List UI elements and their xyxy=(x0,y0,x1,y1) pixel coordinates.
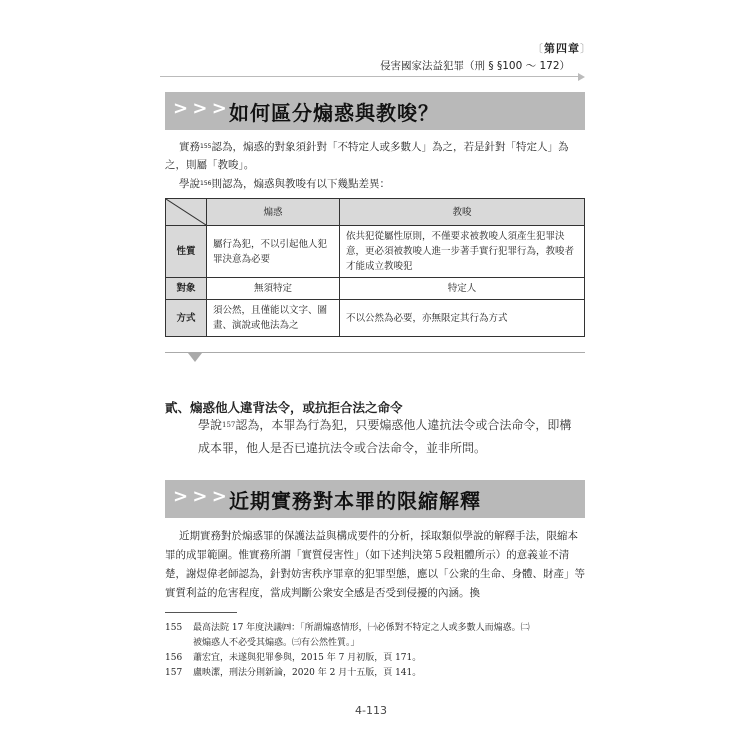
table-cell: 須公然，且僅能以文字、圖畫、演說或他法為之 xyxy=(207,300,340,337)
row-header: 對象 xyxy=(166,278,207,300)
table-row xyxy=(166,226,585,278)
diagonal-corner-cell xyxy=(166,199,207,226)
footnote-ref: 157 xyxy=(222,421,236,429)
footnote-number: 157 xyxy=(165,668,183,678)
subsection-heading: 貳、煽惑他人違背法令，或抗拒合法之命令 xyxy=(165,400,403,415)
row-header: 性質 xyxy=(166,226,207,278)
paragraph-practice: 實務$^{155}$認為，煽惑的對象須針對「不特定人或多數人」為之，若是針對「特定人」為之，則屬「教唆」。 xyxy=(165,141,569,171)
triple-arrow-icon: > > > xyxy=(173,98,226,119)
page-number: 4-113 xyxy=(355,704,387,717)
header-triangle-icon xyxy=(578,73,585,81)
table-cell: 屬行為犯，不以引起他人犯罪決意為必要 xyxy=(207,226,340,278)
footnote-156: 156 蕭宏宜，未遂與犯罪參與，2015 年 7 月初版，頁 171。 xyxy=(165,651,595,666)
section-title: 如何區分煽惑與教唆？ xyxy=(229,101,439,125)
section-divider xyxy=(165,352,585,353)
table-cell: 無須特定 xyxy=(207,278,340,300)
paragraph-theory: 學說$^{156}$則認為，煽惑與教唆有以下幾點差異： xyxy=(179,178,390,190)
header-rule xyxy=(160,76,580,77)
paragraph-recent-practice: 近期實務對於煽惑罪的保護法益與構成要件的分析，採取類似學說的解釋手法，限縮本罪的成罪範圍。惟實務所謂「實質侵害性」（如下述判決第５段粗體所示）的意義並不清楚，謝煜偉老師認為，針對妨害秩序罪章的犯罪型態，應以「公衆的生命、身體、財產」等實質利益的危害程度，當成判斷公衆安全感是否受到侵擾的內涵。換 xyxy=(165,530,585,599)
footnote-number: 156 xyxy=(165,653,183,663)
table-cell: 特定人 xyxy=(340,278,585,300)
footnote-155: 155 最高法院 17 年度決議㈣：「所謂煽惑情形，㈠必係對不特定之人或多數人而煽惑。㈡ 被煽惑人不必受其煽惑。㈢有公然性質。」 xyxy=(165,623,530,648)
section-banner-2 xyxy=(165,480,585,518)
footnote-number: 155 xyxy=(165,623,183,633)
table-cell: 不以公然為必要，亦無限定其行為方式 xyxy=(340,300,585,337)
column-header: 教唆 xyxy=(340,199,585,226)
comparison-table xyxy=(165,198,585,337)
footnote-ref: 155 xyxy=(200,143,212,150)
row-header: 方式 xyxy=(166,300,207,337)
column-header: 煽惑 xyxy=(207,199,340,226)
footnote-rule xyxy=(165,612,237,613)
triple-arrow-icon: > > > xyxy=(173,486,226,507)
divider-triangle-icon xyxy=(188,353,202,362)
chapter-text: 第四章 xyxy=(544,42,580,55)
footnote-157: 157 盧映潔，刑法分則新論，2020 年 2 月十五版，頁 141。 xyxy=(165,666,595,681)
table-row xyxy=(166,300,585,337)
section-banner-1 xyxy=(165,92,585,130)
table-row xyxy=(166,278,585,300)
chapter-subtitle: 侵害國家法益犯罪（刑 § §100 ～ 172） xyxy=(380,60,570,72)
table-cell: 依共犯從屬性原則，不僅要求被教唆人須產生犯罪決意，更必須被教唆人進一步著手實行犯罪行為，教唆者才能成立教唆犯 xyxy=(340,226,585,278)
chapter-label: 〔第四章〕 xyxy=(532,42,592,55)
section-title: 近期實務對本罪的限縮解釋 xyxy=(229,489,481,513)
table-header-row xyxy=(166,199,585,226)
footnote-ref: 156 xyxy=(200,180,212,187)
paragraph-theory-157: 學說$^{157}$認為，本罪為行為犯，只要煽惑他人違抗法令或合法命令，即構 成本罪，他人是否已違抗法令或合法命令，並非所問。 xyxy=(198,418,572,455)
diagonal-line xyxy=(166,199,206,225)
